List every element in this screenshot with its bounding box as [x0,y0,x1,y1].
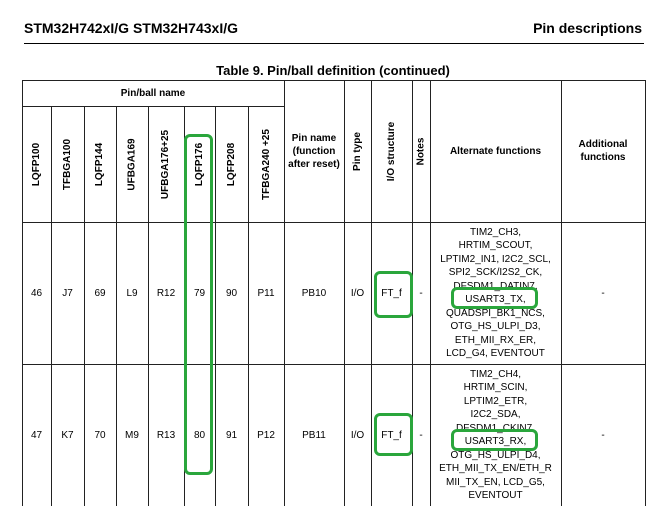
cell-lqfp176: 80 [193,429,206,441]
cell-additional-functions: - [601,287,605,299]
cell-lqfp144: 70 [94,429,106,441]
pin-definition-table [22,80,646,506]
cell-ufbga176: R13 [156,429,176,441]
cell-ufbga176: R12 [156,287,176,299]
cell-tfbga240: P12 [257,429,275,441]
alt-function-line: LPTIM2_ETR, [463,395,528,407]
cell-io-structure: FT_f [381,429,402,441]
header-rule [24,43,644,44]
cell-lqfp144: 69 [94,287,106,299]
highlight-io-structure-pb11 [374,413,413,456]
alt-function-line: LPTIM2_IN1, I2C2_SCL, [440,253,551,265]
cell-lqfp100: 46 [30,287,43,299]
col-header-lqfp176: LQFP176 [194,142,206,186]
col-header-tfbga240: TFBGA240 +25 [260,128,272,200]
cell-lqfp100: 47 [30,429,43,441]
cell-ufbga169: L9 [126,287,138,299]
pin-ball-name-header: Pin/ball name [120,87,186,99]
alt-function-line: HRTIM_SCIN, [463,382,528,393]
col-header-notes: Notes [415,137,427,165]
alt-function-line: LCD_G4, EVENTOUT [446,348,545,359]
col-header-pin-name: Pin name (function after reset) [288,132,340,170]
col-header-alternate-functions: Alternate functions [449,145,542,157]
alt-function-line: HRTIM_SCOUT, [458,240,533,251]
alt-function-line: ETH_MII_RX_ER, [454,334,537,346]
document-header-title: STM32H742xI/G STM32H743xI/G [24,20,238,36]
alt-function-line: QUADSPI_BK1_NCS, [446,307,545,319]
alt-function-line: MII_TX_EN, LCD_G5, [446,476,545,488]
cell-pin-type: I/O [350,429,365,441]
cell-additional-functions: - [601,429,605,441]
col-header-ufbga169: UFBGA169 [126,137,138,191]
cell-io-structure: FT_f [381,287,402,299]
highlight-lqfp176-column [184,134,213,475]
alt-function-line: I2C2_SDA, [470,409,521,420]
document-section-title: Pin descriptions [533,20,642,36]
alt-function-line: OTG_HS_ULPI_D3, [450,321,541,332]
alt-function-line: ETH_MII_TX_EN/ETH_R [439,463,552,474]
col-header-tfbga100: TFBGA100 [62,138,73,190]
cell-tfbga100: K7 [61,429,74,441]
cell-notes: - [419,287,423,299]
cell-lqfp176: 79 [193,287,206,299]
cell-tfbga100: J7 [62,287,73,299]
col-header-lqfp100: LQFP100 [31,142,43,186]
alt-function-line: TIM2_CH4, [469,368,522,380]
cell-lqfp208: 90 [225,287,238,299]
cell-ufbga169: M9 [125,429,139,441]
col-header-additional-functions: Additional functions [578,139,628,163]
highlight-usart3-tx [451,287,538,309]
cell-tfbga240: P11 [257,287,275,299]
cell-pin-name: PB10 [301,287,327,299]
alt-function-line: EVENTOUT [468,490,523,501]
cell-pin-name: PB11 [302,429,326,441]
cell-notes: - [419,429,423,441]
cell-pin-type: I/O [350,287,365,299]
col-header-lqfp208: LQFP208 [226,142,238,186]
alt-function-line: USART3_TX, [465,294,526,305]
table-title: Table 9. Pin/ball definition (continued) [216,63,450,78]
col-header-ufbga176: UFBGA176+25 [160,129,172,199]
cell-lqfp208: 91 [225,429,238,441]
alt-function-line: USART3_RX, [464,436,527,447]
alt-function-line: SPI2_SCK/I2S2_CK, [448,267,543,278]
col-header-lqfp144: LQFP144 [94,142,106,186]
alt-function-line: OTG_HS_ULPI_D4, [450,449,541,461]
table-border-right [645,80,646,506]
col-header-io-structure: I/O structure [386,121,397,181]
alt-function-line: DFSDM1_DATIN7, [453,280,538,292]
alt-function-line: TIM2_CH3, [469,226,522,238]
col-header-pin-type: Pin type [352,131,363,171]
highlight-io-structure-pb10 [374,271,413,318]
highlight-usart3-rx [451,429,538,451]
alt-function-line: DFSDM1_CKIN7, [456,422,535,434]
